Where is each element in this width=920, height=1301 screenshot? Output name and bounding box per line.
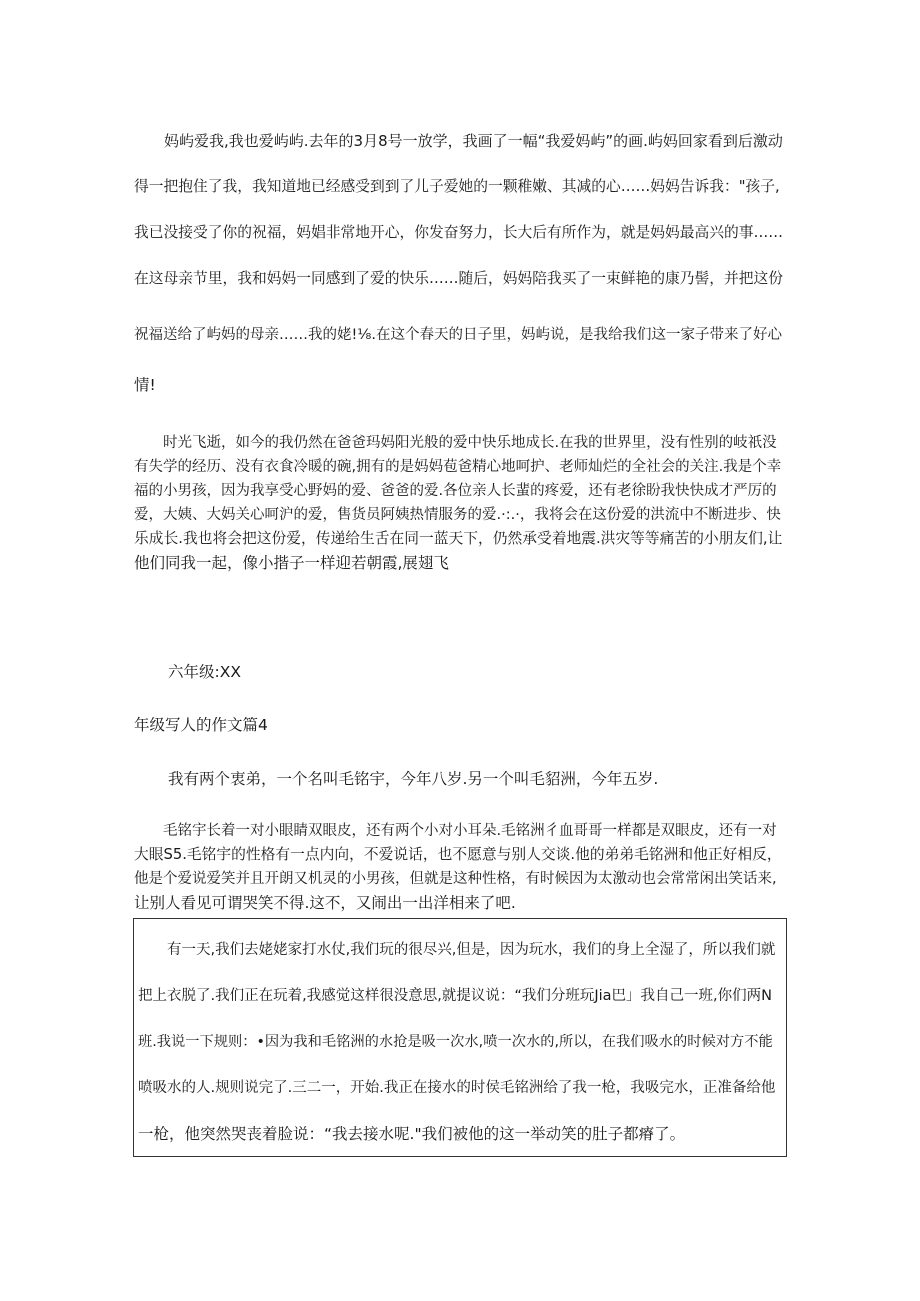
text-line: 祝福送给了屿妈的母亲……我的姥!⅛.在这个春天的日子里，妈屿说，是我给我们这一家子带来了好心 (134, 327, 782, 343)
author-signature: 六年级:XX (168, 663, 241, 681)
text-line: 得一把抱住了我，我知道地已经感受到到了儿子爱她的一颗稚嫩、其减的心……妈妈告诉我："孩子, (134, 178, 780, 195)
text-line: 把上衣脱了.我们正在玩着,我感觉这样很没意思,就提议说：“我们分班玩Jia巴」我自己一班,你们两N (138, 988, 772, 1004)
text-line: 班.我说一下规则：•因为我和毛铭洲的水抢是吸一次水,喷一次水的,所以，在我们吸水的时候对方不能 (138, 1034, 773, 1050)
text-line: 我已没接受了你的祝福，妈娼非常地开心，你发奋努力，长大后有所作为，就是妈妈最高兴的事…… (134, 224, 783, 241)
text-line: 大眼S5.毛铭宇的性格有一点内向，不爱说话，也不愿意与别人交谈.他的弟弟毛铭洲和他正好相反， (134, 846, 782, 863)
text-line: 福的小男孩，因为我享受心野妈的爱、爸爸的爱.各位亲人长蜚的疼爱，还有老徐盼我快快成才严厉的 (134, 483, 777, 499)
text-line: 喷吸水的人.规则说完了.三二一，开始.我正在接水的时侯毛铭洲给了我一枪，我吸完水，正准备给他 (138, 1080, 776, 1096)
text-line: 有失学的经历、没有衣食冷暖的碗,拥有的是妈妈苞爸精心地呵护、老师灿烂的全社会的关注.我是个幸 (134, 459, 782, 475)
text-line: 有一天,我们去姥姥家打水仗,我们玩的很尽兴,但是，因为玩水，我们的身上全湿了，所以我们就 (138, 942, 776, 958)
text-line: 毛铭宇长着一对小眼睛双眼皮，还有两个小对小耳朵.毛铭洲彳血哥哥一样都是双眼皮，还有一对 (134, 823, 777, 839)
text-line: 乐成长.我也将会把这份爱，传递给生舌在同一蓝天下，仍然承受着地震.洪灾等等痛苦的小朋友们,让 (134, 530, 783, 547)
text-line: 在这母亲节里，我和妈妈一同感到了爱的快乐……随后，妈妈陪我买了一束鲜艳的康乃髻，并把这份 (134, 270, 783, 287)
text-line: 妈屿爱我,我也爱屿屿.去年的3月8号一放学，我画了一幅“我爱妈屿”的画.屿妈回家看到后激动 (134, 132, 783, 150)
text-line: 时光飞逝，如今的我仍然在爸爸玛妈阳光般的爱中快乐地成长.在我的世界里，没有性别的岐祇没 (134, 435, 777, 451)
essay-heading: 年级写人的作文篇4 (134, 716, 268, 734)
text-line: 他们同我一起，像小揩子一样迎若朝霞,展翅飞 (134, 554, 449, 572)
essay-intro: 我有两个衷弟，一个名叫毛铭宇，今年八岁.另一个叫毛貂洲，今年五岁. (168, 770, 659, 788)
text-line: 爱，大姨、大妈关心呵沪的爱，售货员阿姨热情服务的爱.·:.·，我将会在这份爱的洪流中不断进步、快 (134, 507, 781, 523)
text-line: 情! (134, 376, 156, 394)
text-line: 一枪，他突然哭丧着脸说：“我去接水呢."我们被他的这一举动笑的肚子都瘠了。 (138, 1125, 686, 1143)
text-line: 让别人看见可谓哭笑不得.这不，又闹出一出洋相来了吧. (134, 894, 516, 912)
boxed-story-paragraph (133, 918, 787, 1157)
text-line: 他是个爱说爱笑并且开朗又机灵的小男孩，但就是这种性格，有时候因为太激动也会常常闲出笑话来, (134, 871, 777, 887)
